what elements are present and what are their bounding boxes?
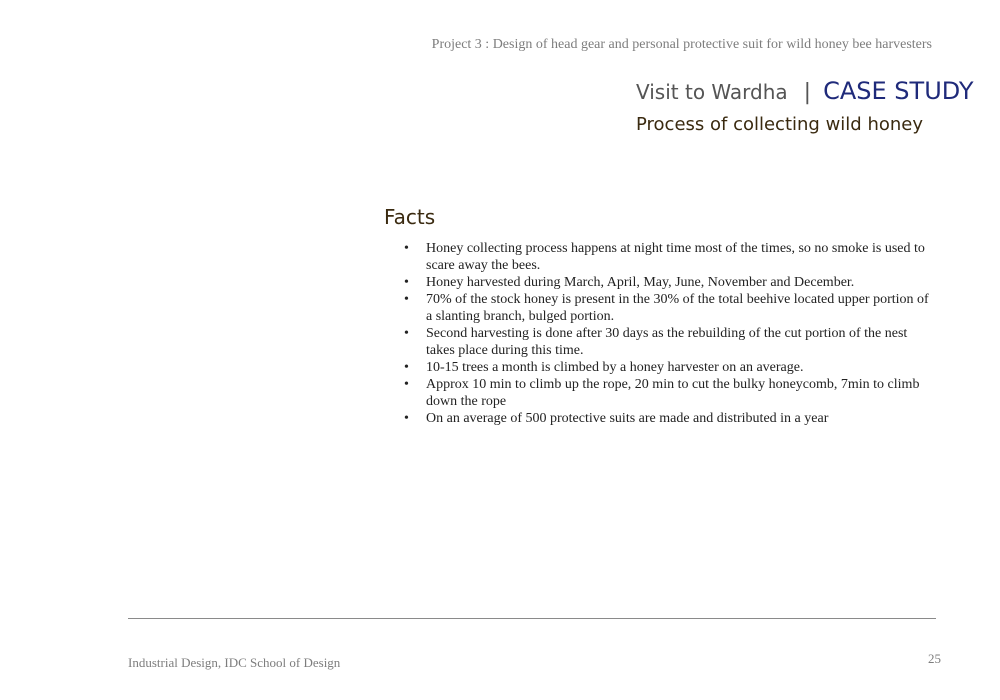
bullet-icon: • bbox=[404, 275, 409, 290]
fact-text: Honey collecting process happens at night time most of the times, so no smoke is used to scare away the bees. bbox=[426, 241, 925, 273]
title-separator: | bbox=[803, 80, 812, 105]
fact-item bbox=[404, 325, 934, 359]
fact-item bbox=[404, 240, 934, 274]
bullet-icon: • bbox=[404, 377, 409, 392]
fact-text: 10-15 trees a month is climbed by a honey harvester on an average. bbox=[426, 360, 804, 375]
bullet-icon: • bbox=[404, 411, 409, 426]
fact-item bbox=[404, 274, 934, 291]
project-header: Project 3 : Design of head gear and personal protective suit for wild honey bee harvesters bbox=[431, 37, 932, 52]
fact-item bbox=[404, 291, 934, 325]
case-study-title: CASE STUDY bbox=[823, 77, 974, 105]
footer-divider bbox=[128, 618, 936, 619]
page-subtitle: Process of collecting wild honey bbox=[636, 114, 923, 135]
fact-item bbox=[404, 410, 934, 427]
fact-item bbox=[404, 359, 934, 376]
bullet-icon: • bbox=[404, 326, 409, 341]
facts-heading: Facts bbox=[384, 205, 436, 229]
page-number: 25 bbox=[928, 651, 941, 666]
visit-title: Visit to Wardha bbox=[636, 80, 788, 104]
fact-text: Second harvesting is done after 30 days as the rebuilding of the cut portion of the nest takes place during this time. bbox=[426, 326, 908, 358]
footer-institution: Industrial Design, IDC School of Design bbox=[128, 655, 341, 670]
fact-text: 70% of the stock honey is present in the 30% of the total beehive located upper portion of a slanting branch, bulged portion. bbox=[426, 292, 929, 324]
fact-text: Honey harvested during March, April, May, June, November and December. bbox=[426, 275, 855, 290]
title-row bbox=[636, 77, 974, 105]
fact-text: Approx 10 min to climb up the rope, 20 min to cut the bulky honeycomb, 7min to climb down the rope bbox=[426, 377, 920, 409]
bullet-icon: • bbox=[404, 241, 409, 256]
fact-item bbox=[404, 376, 934, 410]
bullet-icon: • bbox=[404, 360, 409, 375]
bullet-icon: • bbox=[404, 292, 409, 307]
facts-list bbox=[404, 240, 934, 427]
fact-text: On an average of 500 protective suits are made and distributed in a year bbox=[426, 411, 829, 426]
